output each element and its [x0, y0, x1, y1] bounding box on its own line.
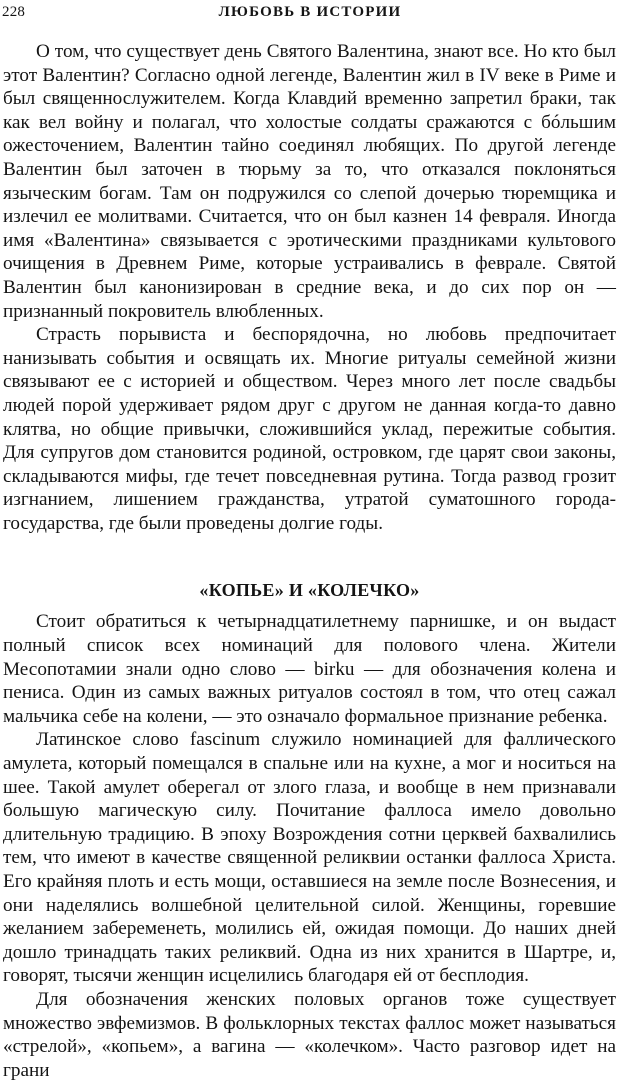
page-number: 228 [2, 4, 26, 20]
section-heading: «КОПЬЕ» И «КОЛЕЧКО» [199, 580, 420, 601]
paragraph-birku: Стоит обратиться к четырнадцатилетнему парнишке, и он выдаст полный список всех номинаций для полового члена. Жители Месопотамии знали одно слово — birku — для обозначения колена и пениса. Один из самых важных ритуалов состоял в том, что отец сажал мальчика себе на колени, — это означало формальное признание ребенка. [3, 611, 616, 727]
paragraph-passion: Страсть порывиста и беспорядочна, но любовь предпочитает нанизывать события и освящать их. Многие ритуалы семейной жизни связывают ее с историей и обществом. Через много лет после свадьбы людей порой удерживает рядом друг с другом не данная когда-то давно клятва, но общие привычки, сложившийся уклад, пережитые события. Для супругов дом становится родиной, островком, где царят свои законы, складываются мифы, где течет повседневная рутина. Тогда развод грозит изгнанием, лишением гражданства, утратой суматошного города-государства, где были проведены долгие годы. [3, 324, 616, 534]
running-header [0, 2, 620, 26]
paragraph-euphemisms: Для обозначения женских половых органов тоже существует множество эвфемизмов. В фольклорных текстах фаллос может называться «стрелой», «копьем», а вагина — «колечком». Часто разговор идет на грани [3, 988, 616, 1081]
running-title: ЛЮБОВЬ В ИСТОРИИ [218, 4, 402, 20]
paragraph-valentine: О том, что существует день Святого Валентина, знают все. Но кто был этот Валентин? Согласно одной легенде, Валентин жил в IV веке в Риме и был священнослужителем. Когда Клавдий временно запретил браки, так как вел войну и полагал, что холостые солдаты сражаются с бóльшим ожесточением, Валентин тайно соединял любящих. По другой легенде Валентин был заточен в тюрьму за то, что отказался поклоняться языческим богам. Там он подружился со слепой дочерью тюремщика и излечил ее молитвами. Считается, что он был казнен 14 февраля. Иногда имя «Валентина» связывается с эротическими праздниками культового очищения в Древнем Риме, которые устраивались в феврале. Святой Валентин был канонизирован в средние века, и до сих пор он — признанный покровитель влюбленных. [3, 41, 616, 322]
body-text [3, 40, 616, 1082]
paragraph-fascinum: Латинское слово fascinum служило номинацией для фаллического амулета, который помещался в спальне или на кухне, а мог и носиться на шее. Такой амулет оберегал от злого глаза, и вообще в нем признавали большую магическую силу. Почитание фаллоса имело довольно длительную традицию. В эпоху Возрождения сотни церквей бахвалились тем, что имеют в качестве священной реликвии останки фаллоса Христа. Его крайняя плоть и есть мощи, оставшиеся на земле после Вознесения, и они наделялись волшебной целительной силой. Женщины, горевшие желанием забеременеть, молились ей, ожидая помощи. До наших дней дошло тринадцать таких реликвий. Одна из них хранится в Шартре, и, говорят, тысячи женщин исцелились благодаря ей от бесплодия. [3, 729, 616, 987]
